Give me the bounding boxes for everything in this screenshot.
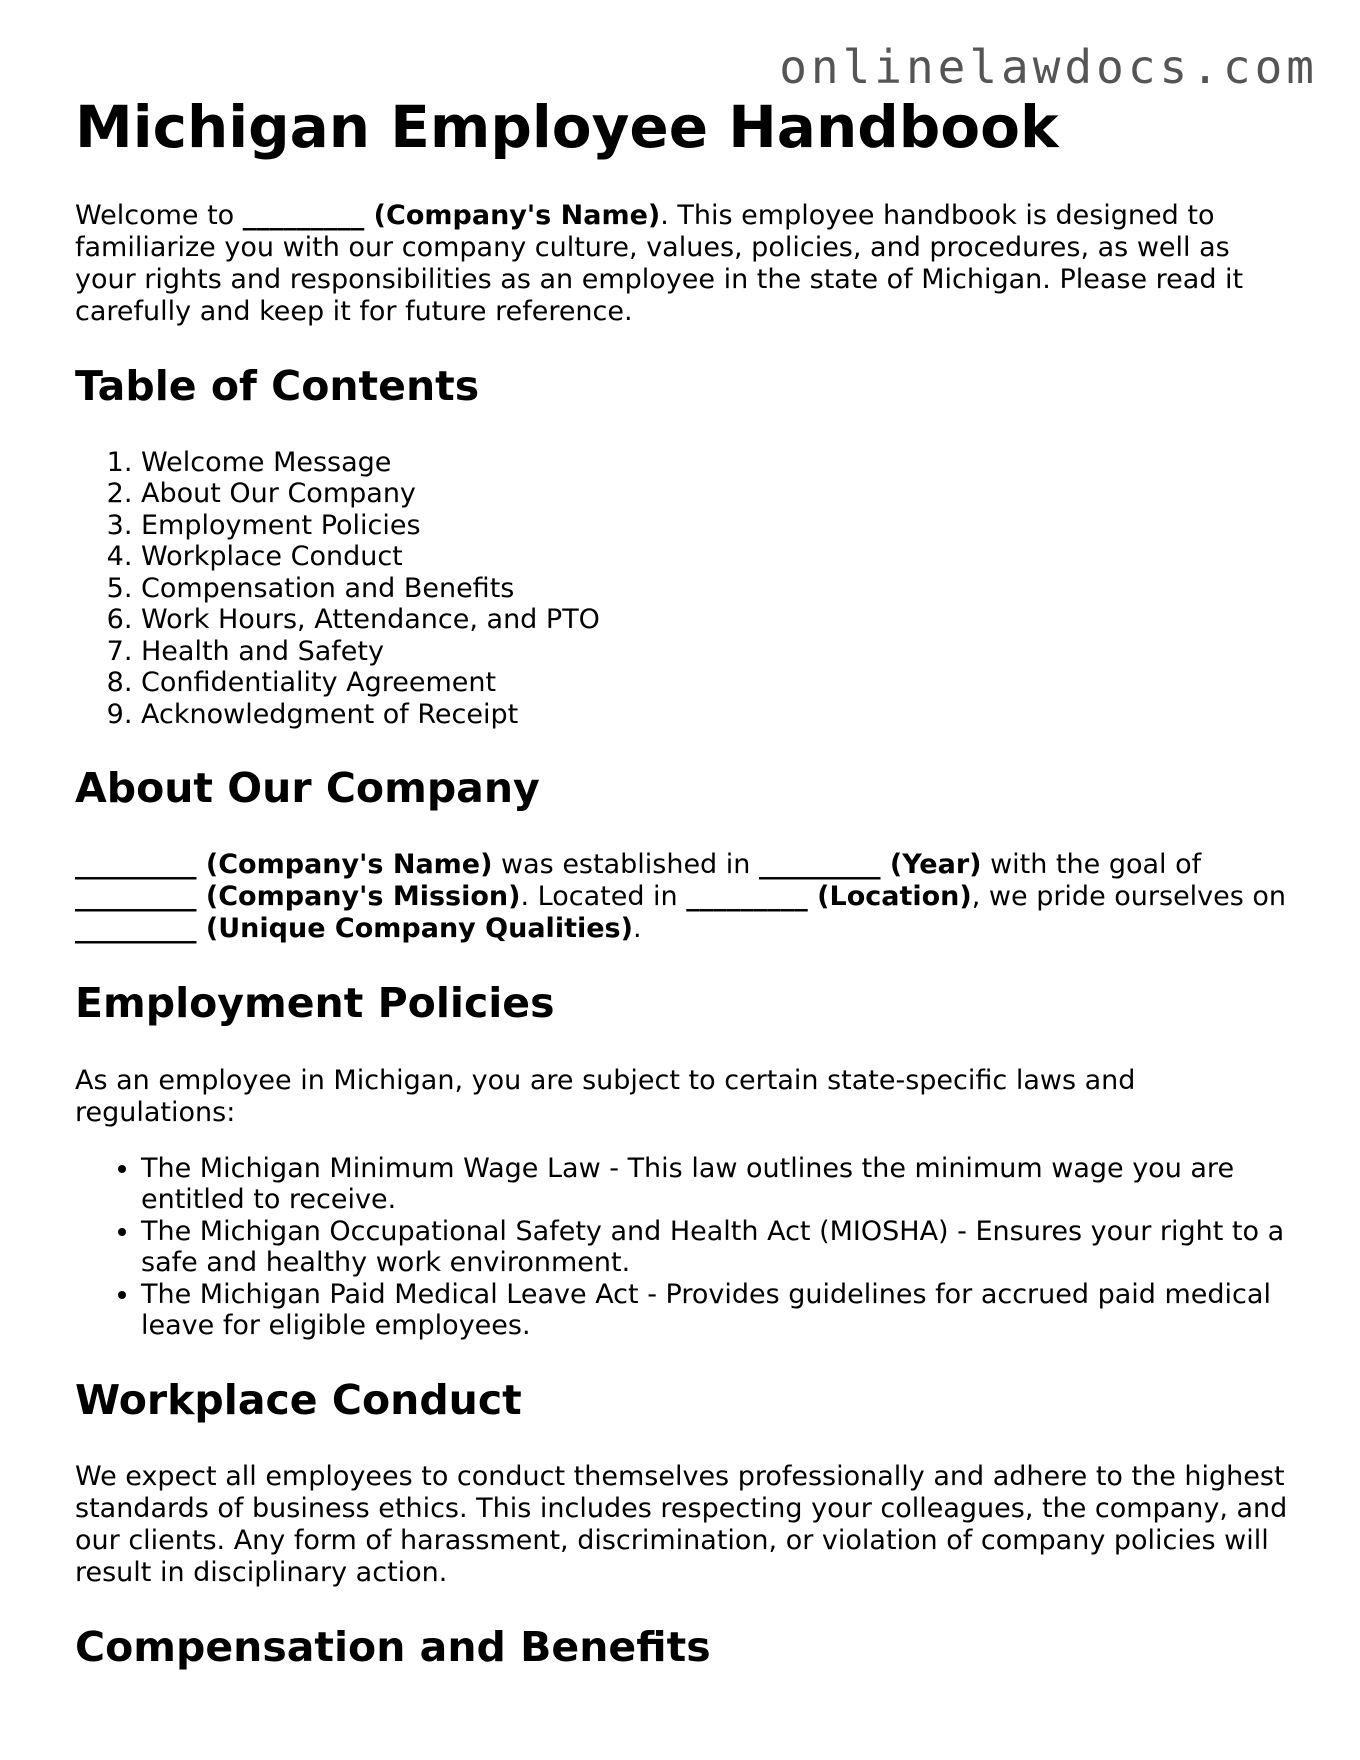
- page-title: Michigan Employee Handbook: [75, 93, 1059, 161]
- document-page: [75, 93, 1295, 1708]
- conduct-heading: Workplace Conduct: [75, 1375, 522, 1424]
- toc-item: 1. Welcome Message: [141, 447, 1295, 479]
- toc-item: 9. Acknowledgment of Receipt: [141, 699, 1295, 731]
- toc-list: [75, 447, 1295, 731]
- toc-item: 4. Workplace Conduct: [141, 541, 1295, 573]
- about-blank-2: _________: [758, 849, 881, 881]
- toc-heading: Table of Contents: [75, 361, 480, 410]
- policies-list: [75, 1153, 1295, 1342]
- toc-item: 3. Employment Policies: [141, 510, 1295, 542]
- toc-item: 6. Work Hours, Attendance, and PTO: [141, 604, 1295, 636]
- toc-item: 2. About Our Company: [141, 478, 1295, 510]
- about-text-1: was established in: [492, 849, 759, 881]
- about-text-5: .: [632, 913, 642, 945]
- policy-item: • The Michigan Minimum Wage Law - This law outlines the minimum wage you are entitled to receive.: [141, 1153, 1295, 1216]
- about-placeholder-company-name: (Company's Name): [196, 849, 493, 881]
- about-heading: About Our Company: [75, 764, 540, 813]
- about-text-3: . Located in: [520, 881, 687, 913]
- toc-item: 7. Health and Safety: [141, 636, 1295, 668]
- about-placeholder-qualities: (Unique Company Qualities): [196, 913, 633, 945]
- intro-text-2: . This employee handbook is designed to familiarize you with our company culture, values, policies, and procedures, as well as your rights and responsibilities as an employee in the state of Michigan. Please read it carefully and keep it for future reference.: [75, 199, 1244, 327]
- about-paragraph: [75, 849, 1295, 945]
- toc-item: 5. Compensation and Benefits: [141, 573, 1295, 605]
- intro-paragraph: [75, 200, 1295, 328]
- policies-heading: Employment Policies: [75, 979, 555, 1028]
- watermark: onlinelawdocs.com: [779, 40, 1318, 94]
- about-blank-4: _________: [686, 881, 808, 913]
- conduct-paragraph: We expect all employees to conduct themselves professionally and adhere to the highest standards of business ethics. This includes respecting your colleagues, the company, and our clients. Any form of harassment, discrimination, or violation of company policies will result in disciplinary action.: [75, 1460, 1288, 1588]
- about-blank-1: _________: [75, 849, 197, 881]
- intro-blank: _________: [242, 199, 365, 231]
- compensation-heading: Compensation and Benefits: [75, 1622, 711, 1671]
- about-placeholder-year: (Year): [880, 849, 982, 881]
- about-text-4: , we pride ourselves on: [971, 881, 1287, 913]
- intro-placeholder-company-name: (Company's Name): [364, 199, 661, 231]
- toc-item: 8. Confidentiality Agreement: [141, 667, 1295, 699]
- about-text-2: with the goal of: [981, 849, 1202, 881]
- about-blank-5: _________: [75, 913, 197, 945]
- about-blank-3: _________: [75, 881, 197, 913]
- intro-text-1: Welcome to: [75, 199, 243, 231]
- policy-item: • The Michigan Occupational Safety and Health Act (MIOSHA) - Ensures your right to a safe and healthy work environment.: [141, 1216, 1295, 1279]
- about-placeholder-location: (Location): [807, 881, 972, 913]
- about-placeholder-mission: (Company's Mission): [196, 881, 521, 913]
- policy-item: • The Michigan Paid Medical Leave Act - Provides guidelines for accrued paid medical leave for eligible employees.: [141, 1279, 1295, 1342]
- policies-intro: As an employee in Michigan, you are subject to certain state-specific laws and regulations:: [75, 1064, 1136, 1128]
